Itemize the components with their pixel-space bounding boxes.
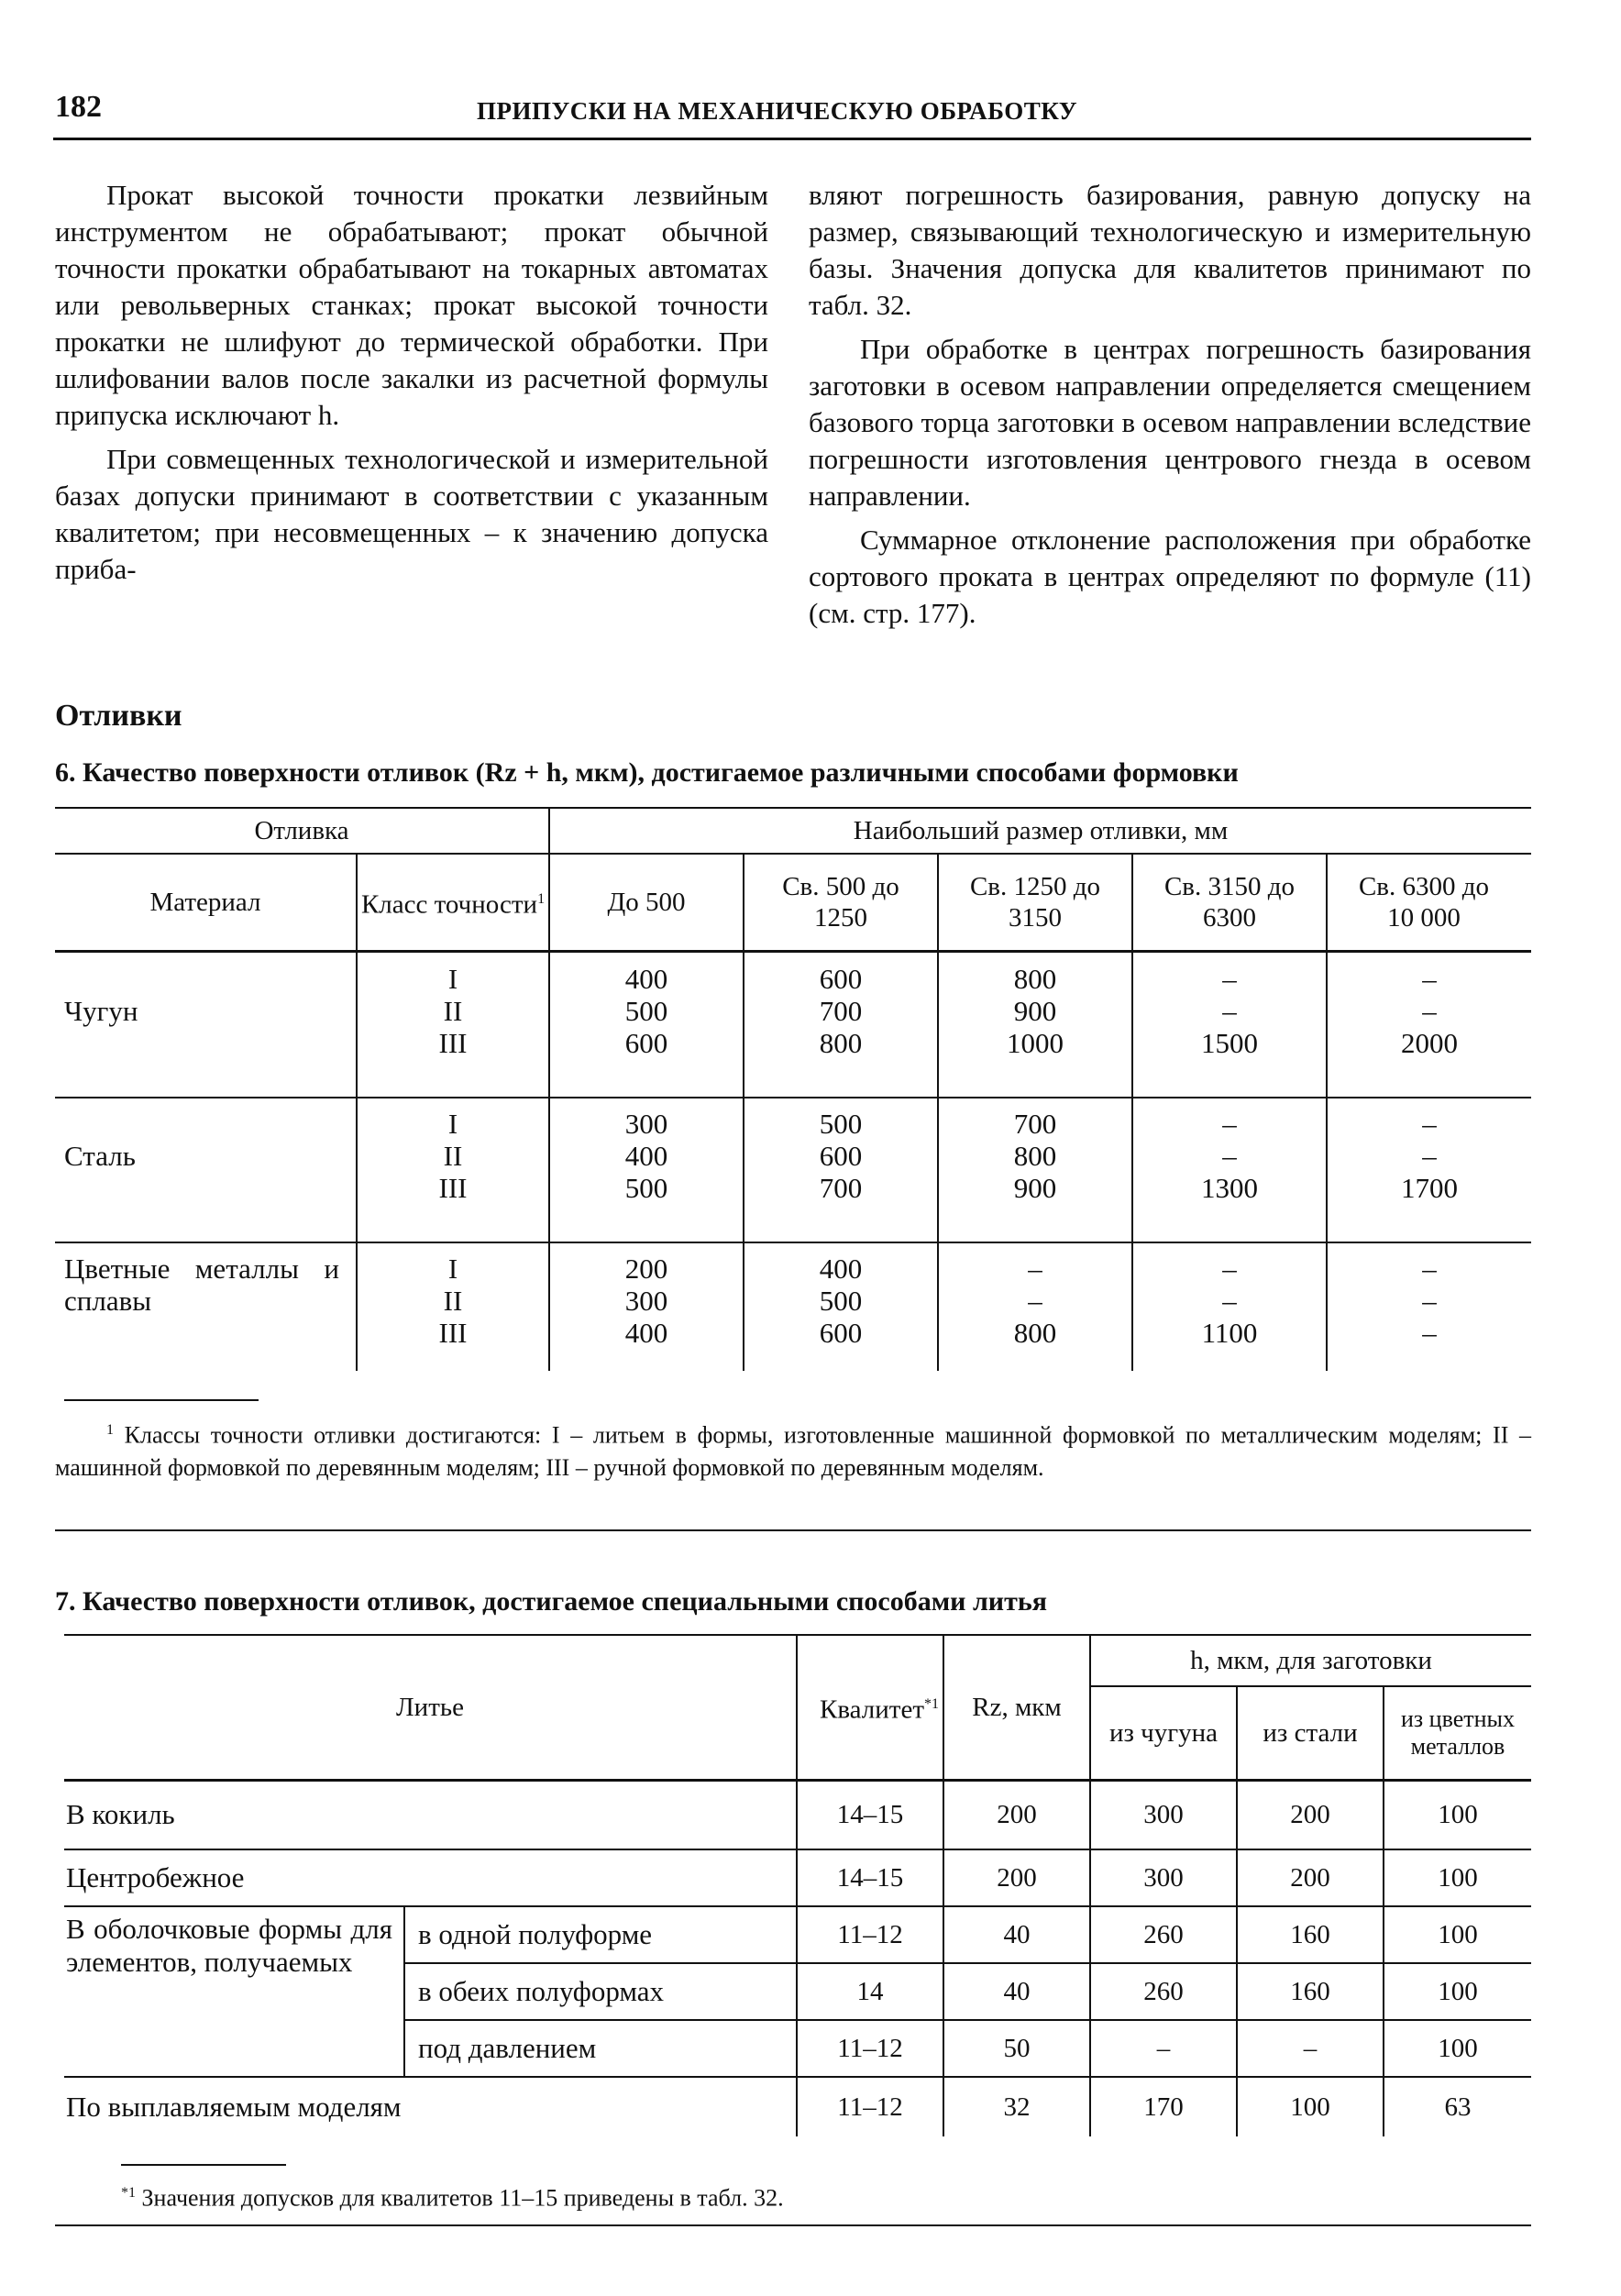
value-cell: 2000 [1401, 1027, 1458, 1059]
value-cell: 300 [624, 1285, 668, 1317]
table7-value: 11–12 [837, 2092, 903, 2122]
footnote-text: Значения допусков для квалитетов 11–15 приведены в табл. 32. [141, 2184, 784, 2212]
table6-group-header-right: Наибольший размер отливки, мм [853, 816, 1229, 845]
value-cell: – [1422, 963, 1437, 995]
value-cell: 900 [1013, 1172, 1057, 1204]
value-cell: 1300 [1201, 1172, 1258, 1204]
table6-classes [358, 1253, 548, 1349]
table7-value: 200 [997, 1863, 1037, 1893]
header-rule [53, 138, 1531, 140]
table7-value: 300 [1143, 1800, 1184, 1829]
table6-values [1328, 963, 1531, 1059]
table6-values [744, 963, 937, 1059]
table7-value: 100 [1438, 1800, 1478, 1829]
table7-vline [403, 1905, 405, 2076]
value-cell: 500 [624, 1172, 668, 1204]
table7-col-qualitet [798, 1636, 943, 1779]
table6-material: Сталь [64, 1139, 136, 1172]
paragraph: Суммарное отклонение расположения при обработке сортового проката в центрах определяют по формуле (11) (см. стр. 177). [809, 524, 1531, 629]
value-cell: 1500 [1201, 1027, 1258, 1059]
value-cell: – [1422, 1108, 1437, 1140]
class-cell: II [443, 1285, 463, 1317]
table7-value: 160 [1290, 1920, 1330, 1949]
table7-value: 50 [1003, 2034, 1031, 2063]
table6-values [1133, 1108, 1326, 1204]
value-cell: – [1222, 1253, 1237, 1285]
table7-col-h: из стали [1263, 1718, 1358, 1748]
table7-value: 14 [856, 1977, 884, 2006]
table6-values [550, 1108, 743, 1204]
table7-group-name: В оболочковые формы для элементов, получаемых [66, 1913, 392, 1978]
table7-row-name: Центробежное [66, 1861, 245, 1893]
table6-col-size: Св. 1250 до 3150 [969, 872, 1101, 933]
paragraph: Прокат высокой точности прокатки лезвийным инструментом не обрабатывают; прокат обычной точности прокатки обрабатывают на токарных автоматах или револьверных станках; прокат высокой точности прокатки не шлифуют до термической обработки. При шлифовании валов после закалки из расчетной формулы припуска исключают h. [55, 179, 768, 431]
table7-row-name: в одной полуформе [418, 1918, 653, 1950]
value-cell: – [1422, 1253, 1437, 1285]
table7-value: 63 [1444, 2092, 1472, 2122]
table6-classes [358, 1108, 548, 1204]
table7-value: 40 [1003, 1920, 1031, 1949]
table6-values [1328, 1108, 1531, 1204]
value-cell: – [1222, 1140, 1237, 1172]
footnote-mark: *1 [121, 2185, 136, 2201]
table6-header-rule [55, 950, 1531, 953]
class-cell: I [447, 963, 458, 995]
footnote-ref: *1 [924, 1696, 939, 1713]
table7-value: 170 [1143, 2092, 1184, 2122]
table6-footnote [55, 1414, 1531, 1484]
table7-value: 300 [1143, 1863, 1184, 1893]
table6-group-header-left: Отливка [254, 816, 349, 845]
value-cell: 900 [1013, 995, 1057, 1027]
footnote-ref: 1 [537, 891, 546, 908]
value-cell: 600 [819, 963, 863, 995]
table7-col-casting: Литье [396, 1693, 464, 1722]
class-cell: III [438, 1172, 468, 1204]
table6-values [744, 1253, 937, 1349]
table7-row-name: в обеих полуформах [418, 1975, 665, 2007]
table6-values [1133, 1253, 1326, 1349]
table6-values [939, 963, 1131, 1059]
value-cell: 300 [624, 1108, 668, 1140]
value-cell: 400 [819, 1253, 863, 1285]
table7-row-name: В кокиль [66, 1798, 175, 1830]
table7-value: 160 [1290, 1977, 1330, 2006]
table7-value: 11–12 [837, 1920, 903, 1949]
value-cell: – [1222, 1285, 1237, 1317]
paragraph: При обработке в центрах погрешность базирования заготовки в осевом направлении определяется смещением базового торца заготовки в осевом направлении вследствие погрешности изготовления центрового гнезда в осевом направлении. [809, 333, 1531, 512]
table6-values [1328, 1253, 1531, 1349]
page-number: 182 [55, 90, 102, 124]
table6-classes [358, 963, 548, 1059]
table7-col-h: из цветных металлов [1400, 1705, 1515, 1760]
value-cell: 1700 [1401, 1172, 1458, 1204]
value-cell: 600 [819, 1317, 863, 1349]
table6-values [939, 1253, 1131, 1349]
paragraph: вляют погрешность базирования, равную допуску на размер, связывающий технологическую и измерительную базы. Значения допуска для квалитетов принимают по табл. 32. [809, 179, 1531, 321]
col-class-label: Класс точности [360, 889, 538, 920]
table7-value: 100 [1438, 1977, 1478, 2006]
table7-value: – [1303, 2034, 1318, 2063]
table6-col-size: До 500 [607, 888, 686, 917]
value-cell: – [1422, 1285, 1437, 1317]
footnote-separator [64, 1399, 259, 1401]
table6-values [1133, 963, 1326, 1059]
value-cell: – [1422, 995, 1437, 1027]
table7-row-name: По выплавляемым моделям [66, 2091, 402, 2123]
table6-row-rule [55, 1097, 1531, 1098]
value-cell: – [1422, 1140, 1437, 1172]
value-cell: 1000 [1007, 1027, 1064, 1059]
table6-values [939, 1108, 1131, 1204]
value-cell: 400 [624, 1317, 668, 1349]
value-cell: – [1028, 1253, 1042, 1285]
class-cell: I [447, 1108, 458, 1140]
class-cell: III [438, 1317, 468, 1349]
footnote-text: Классы точности отливки достигаются: I – литьем в формы, изготовленные машинной формовкой по металлическим моделям; II – машинной формовкой по деревянным моделям; III – ручной формовкой по деревянным моделям. [55, 1421, 1532, 1481]
table6-col-material: Материал [149, 888, 261, 917]
value-cell: 800 [1013, 963, 1057, 995]
value-cell: 500 [819, 1108, 863, 1140]
table7-col-h: из чугуна [1108, 1718, 1219, 1748]
section-title: Отливки [55, 699, 182, 733]
value-cell: 500 [819, 1285, 863, 1317]
table7-col-h-group: h, мкм, для заготовки [1190, 1646, 1432, 1675]
right-text-column [809, 177, 1531, 632]
footnote-mark: 1 [106, 1422, 114, 1438]
table7-value: 40 [1003, 1977, 1031, 2006]
table6-col-class [358, 855, 548, 950]
running-title: ПРИПУСКИ НА МЕХАНИЧЕСКУЮ ОБРАБОТКУ [477, 97, 1078, 125]
table7-value: 32 [1003, 2092, 1031, 2122]
class-cell: I [447, 1253, 458, 1285]
class-cell: II [443, 995, 463, 1027]
table7-value: 100 [1290, 2092, 1330, 2122]
table7-row-name: под давлением [418, 2032, 597, 2064]
value-cell: 700 [819, 1172, 863, 1204]
table6-caption: 6. Качество поверхности отливок (Rz + h, мкм), достигаемое различными способами формовки [55, 757, 1239, 788]
table7-value: 100 [1438, 2034, 1478, 2063]
footnote-separator [121, 2164, 286, 2166]
value-cell: – [1422, 1317, 1437, 1349]
value-cell: 700 [1013, 1108, 1057, 1140]
value-cell: 1100 [1201, 1317, 1258, 1349]
table7-value: 260 [1143, 1977, 1184, 2006]
value-cell: – [1028, 1285, 1042, 1317]
table6-row-rule [55, 1242, 1531, 1243]
table6-col-size: Св. 6300 до 10 000 [1358, 872, 1490, 933]
table6-material: Чугун [64, 994, 138, 1027]
table7-value: – [1156, 2034, 1171, 2063]
left-text-column [55, 177, 768, 588]
table7-value: 200 [1290, 1863, 1330, 1893]
value-cell: 800 [819, 1027, 863, 1059]
table7-caption: 7. Качество поверхности отливок, достигаемое специальными способами литья [55, 1586, 1047, 1617]
table7-value: 14–15 [836, 1800, 904, 1829]
table6-col-size: Св. 3150 до 6300 [1163, 872, 1296, 933]
section-rule [55, 1529, 1531, 1531]
value-cell: 500 [624, 995, 668, 1027]
value-cell: 600 [624, 1027, 668, 1059]
table6-values [744, 1108, 937, 1204]
table6-col-size: Св. 500 до 1250 [782, 872, 899, 933]
value-cell: 700 [819, 995, 863, 1027]
table7-footnote [55, 2177, 1531, 2214]
table7-value: 14–15 [836, 1863, 904, 1893]
value-cell: 400 [624, 963, 668, 995]
col-qualitet-label: Квалитет [820, 1694, 924, 1725]
value-cell: – [1222, 1108, 1237, 1140]
table6-values [550, 963, 743, 1059]
table7-value: 11–12 [837, 2034, 903, 2063]
value-cell: 400 [624, 1140, 668, 1172]
table6-values [550, 1253, 743, 1349]
value-cell: 800 [1013, 1317, 1057, 1349]
table7-value: 100 [1438, 1920, 1478, 1949]
table7-value: 200 [1290, 1800, 1330, 1829]
value-cell: – [1222, 963, 1237, 995]
paragraph: При совмещенных технологической и измерительной базах допуски принимают в соответствии с указанным квалитетом; при несовмещенных – к значению допуска приба- [55, 443, 768, 585]
class-cell: II [443, 1140, 463, 1172]
value-cell: – [1222, 995, 1237, 1027]
table7-value: 260 [1143, 1920, 1184, 1949]
bottom-rule [55, 2224, 1531, 2226]
class-cell: III [438, 1027, 468, 1059]
table7-value: 200 [997, 1800, 1037, 1829]
value-cell: 600 [819, 1140, 863, 1172]
table7-value: 100 [1438, 1863, 1478, 1893]
value-cell: 200 [624, 1253, 668, 1285]
table7-col-rz: Rz, мкм [972, 1693, 1062, 1722]
value-cell: 800 [1013, 1140, 1057, 1172]
table6-material: Цветные металлы и сплавы [64, 1253, 339, 1317]
